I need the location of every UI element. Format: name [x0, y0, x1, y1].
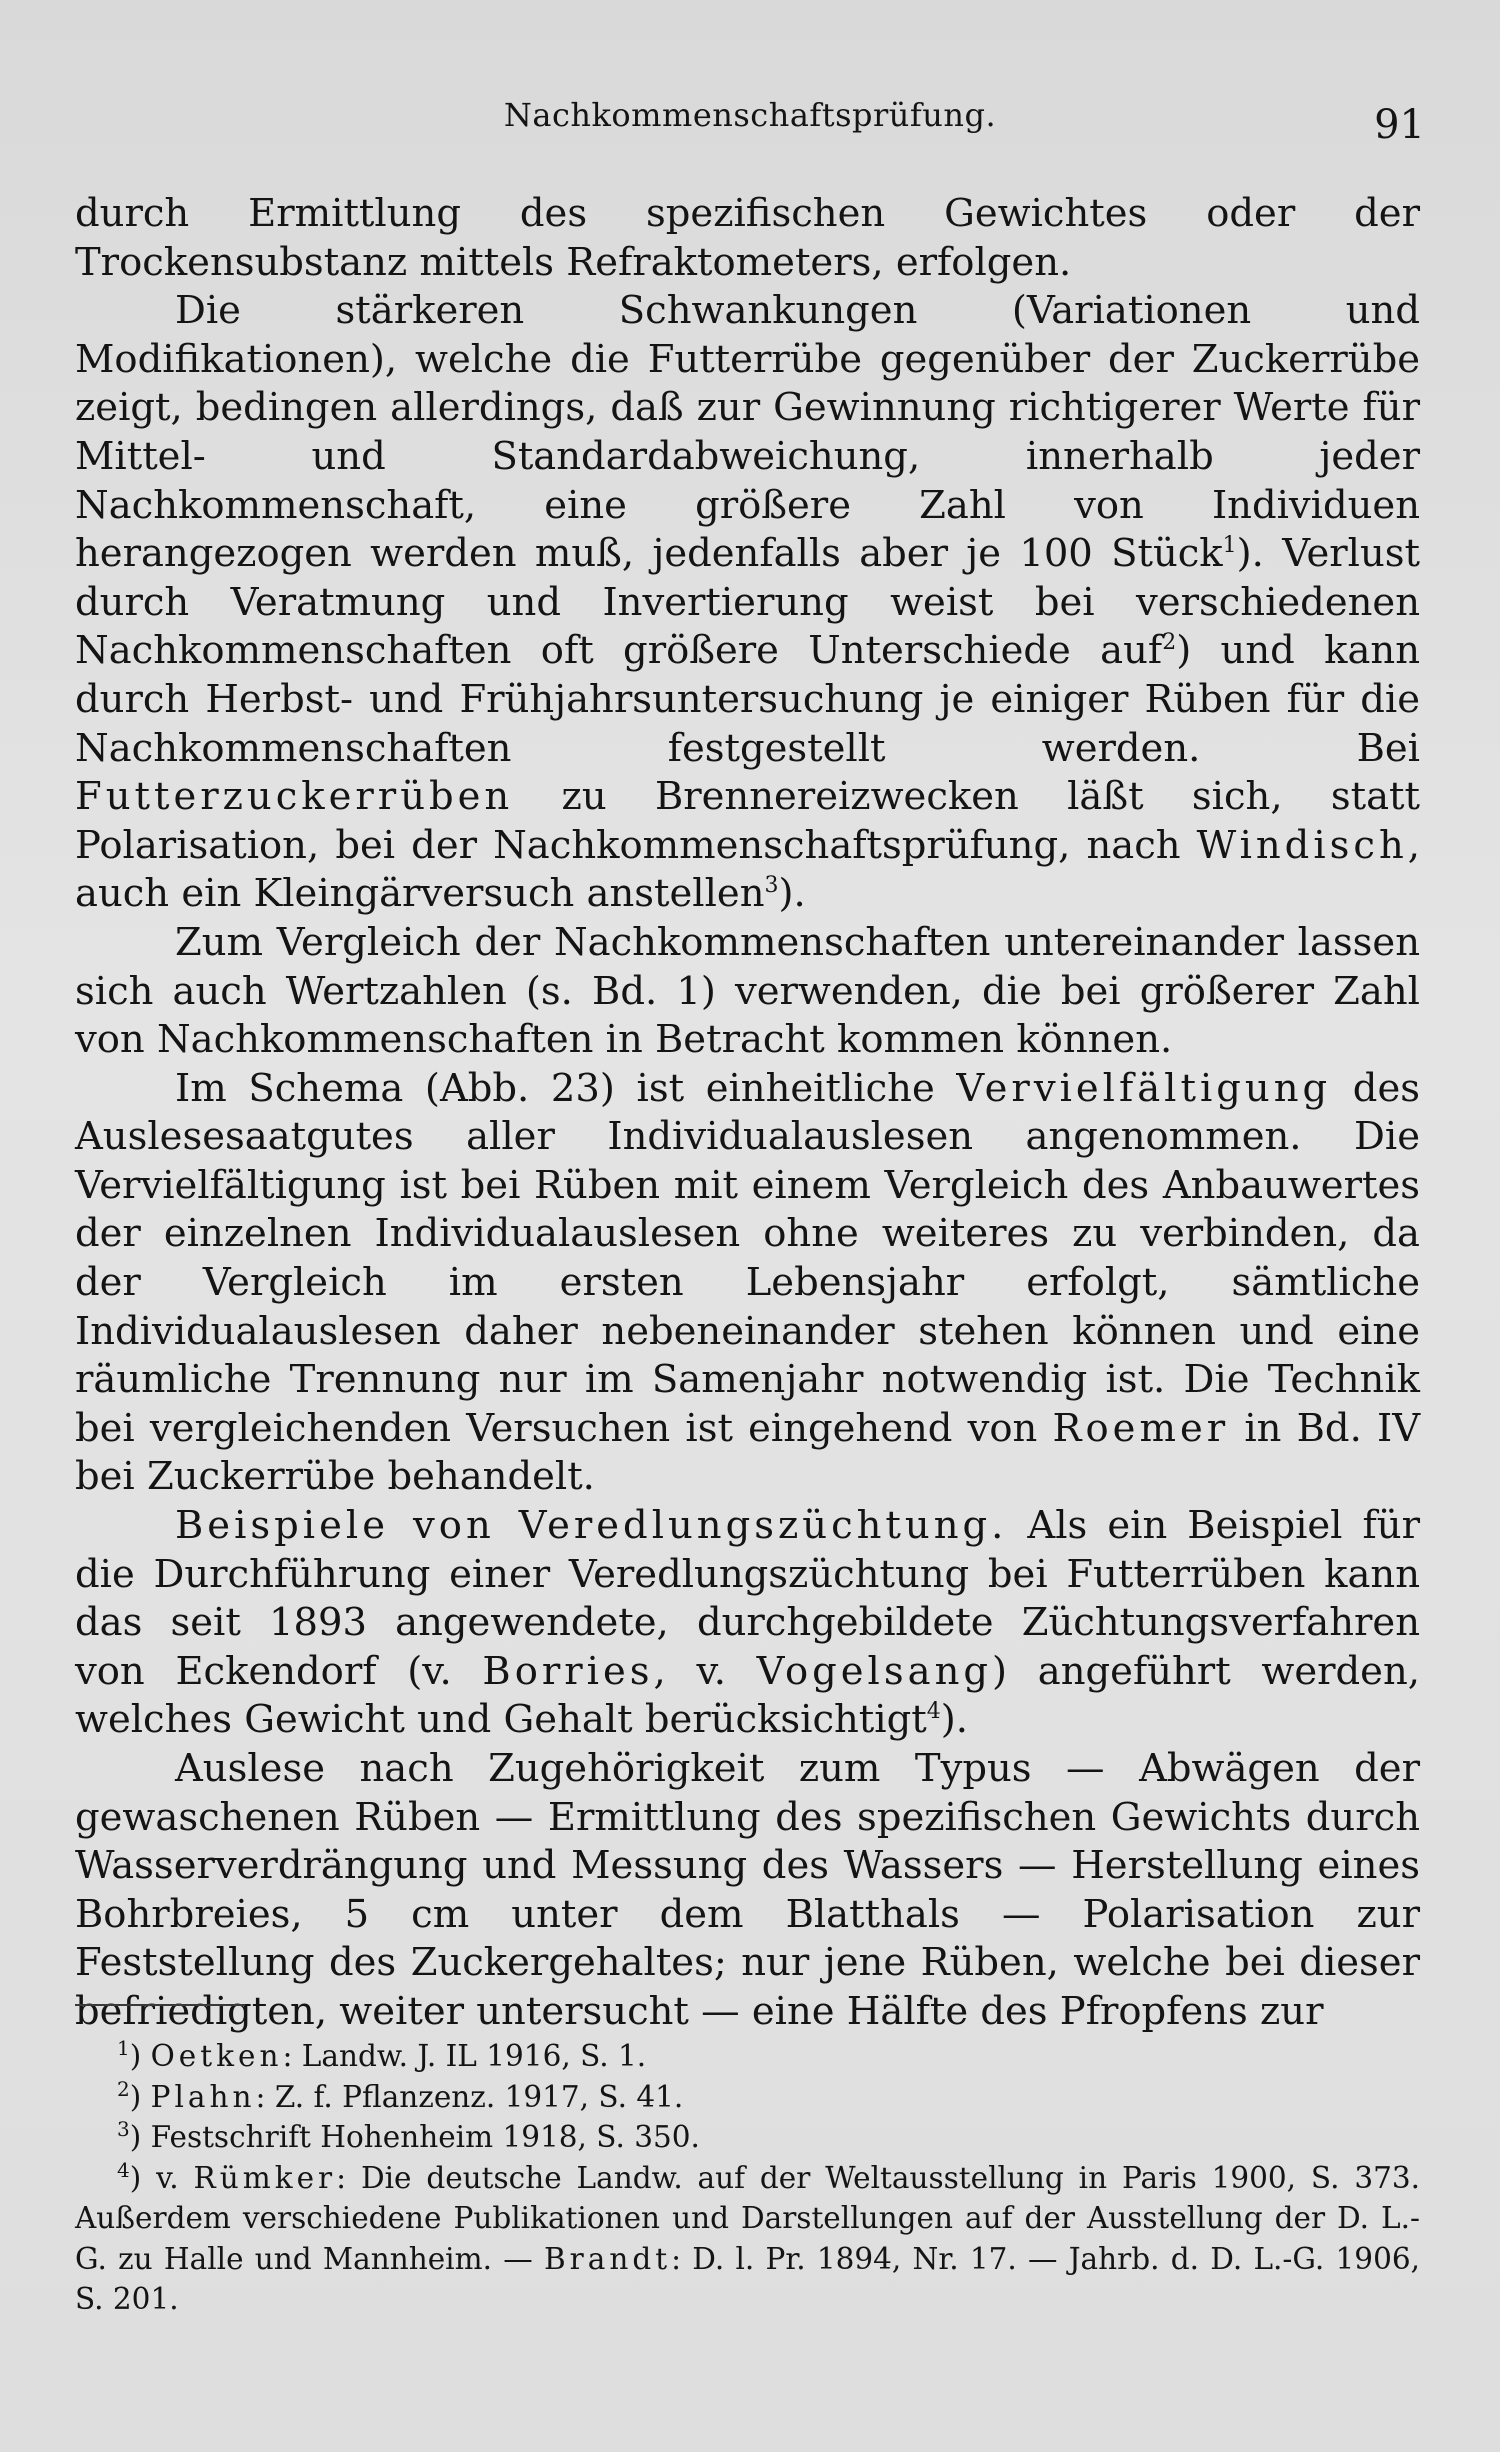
running-head: Nachkommenschaftsprüfung.	[503, 96, 997, 134]
section-heading-veredlungszuechtung: Beispiele von Veredlungszüchtung.	[175, 1503, 1008, 1549]
author-roemer: Roemer	[1052, 1405, 1230, 1451]
footnote-author-2: Brandt	[543, 2241, 672, 2276]
emphasis-vervielfaeltigung: Vervielfältigung	[956, 1065, 1332, 1111]
paragraph-5-text-d: ).	[940, 1697, 968, 1743]
paragraph-5	[75, 1502, 1420, 1745]
footnotes	[75, 2036, 1420, 2320]
paragraph-5-text-a: Als ein Beispiel für die Durchführung einer Veredlungszüchtung bei Futterrüben kann das seit 1893 angewendete, durchgebildete Züchtungsverfahren von Eckendorf (v.	[75, 1503, 1420, 1694]
footnote-3: $^3$) Festschrift Hohenheim 1918, S. 350.	[117, 2117, 700, 2154]
footnote-ref-3[interactable]: 3	[764, 873, 779, 899]
paragraph-4-text-c: in Bd. IV bei Zuckerrübe behandelt.	[75, 1405, 1420, 1500]
author-windisch: Windisch	[1196, 822, 1408, 868]
footnote-mark: 4	[117, 2157, 130, 2182]
emphasis-futterzuckerrueben: Futterzuckerrüben	[75, 774, 514, 820]
paragraph-4	[75, 1065, 1420, 1502]
author-vogelsang: Vogelsang	[756, 1648, 993, 1694]
footnote-1: $^1$) Oetken: Landw. J. IL 1916, S. 1.	[117, 2036, 647, 2073]
footnote-author: Plahn	[150, 2079, 256, 2114]
footnote-text: : Die deutsche Landw. auf der Weltausstellung in Paris 1900, S. 373. Außerdem verschiedene Publikationen und Darstellungen auf der Ausstellung der D. L.-G. zu Halle und Mannheim. —	[75, 2160, 1420, 2276]
footnote-prefix: v.	[156, 2160, 194, 2195]
paragraph-4-text-a: Im Schema (Abb. 23) ist einheitliche	[175, 1065, 957, 1111]
footnote-mark: 2	[117, 2076, 130, 2101]
paragraph-3-text: Zum Vergleich der Nachkommenschaften untereinander lassen sich auch Wertzahlen (s. Bd. 1) verwenden, die bei größerer Zahl von Nachkommenschaften in Betracht kommen können.	[75, 919, 1420, 1063]
page-header	[75, 92, 1425, 152]
page-number: 91	[1374, 102, 1425, 148]
footnote-4: $^4$) v. Rümker: Die deutsche Landw. auf der Weltausstellung in Paris 1900, S. 373. Außerdem verschiedene Publikationen und Darstellungen auf der Ausstellung der D. L.-G. zu Halle und Mannheim. — Brandt: D. l. Pr. 1894, Nr. 17. — Jahrb. d. D. L.-G. 1906, S. 201.	[75, 2157, 1420, 2316]
footnote-separator	[75, 2004, 245, 2006]
footnote-author: Rümker	[193, 2160, 337, 2195]
footnote-ref-4[interactable]: 4	[926, 1699, 941, 1725]
paragraph-4-text-b: des Auslesesaatgutes aller Individualauslesen angenommen. Die Vervielfältigung ist bei Rüben mit einem Vergleich des Anbauwertes der einzelnen Individualauslesen ohne weiteres zu verbinden, da der Vergleich im ersten Lebensjahr erfolgt, sämtliche Individualauslesen daher nebeneinander stehen können und eine räumliche Trennung nur im Samenjahr notwendig ist. Die Technik bei vergleichenden Versuchen ist eingehend von	[75, 1065, 1420, 1451]
footnote-mark: 3	[117, 2117, 130, 2141]
author-borries: Borries	[482, 1648, 654, 1694]
footnote-2: $^2$) Plahn: Z. f. Pflanzenz. 1917, S. 41.	[117, 2076, 684, 2114]
footnote-text-2: : D. l. Pr. 1894, Nr. 17. — Jahrb. d. D. L.-G. 1906, S. 201.	[75, 2241, 1420, 2316]
paragraph-5-text-c: ) angeführt werden, welches Gewicht und Gehalt berücksichtigt	[75, 1648, 1420, 1743]
paragraph-5-text-b: , v.	[653, 1648, 757, 1694]
paragraph-1	[75, 190, 1420, 287]
paragraph-2-text-b: ). Verlust durch Veratmung und Invertierung weist bei verschiedenen Nachkommenschaften oft größere Unterschiede auf	[75, 531, 1420, 674]
footnote-ref-2[interactable]: 2	[1162, 630, 1177, 656]
footnote-author: Oetken	[150, 2039, 283, 2073]
footnote-mark: 1	[117, 2036, 130, 2060]
paragraph-2-text-e: , auch ein Kleingärversuch anstellen	[75, 822, 1420, 917]
paragraph-6	[75, 1745, 1420, 2037]
footnote-ref-1[interactable]: 1	[1222, 533, 1237, 559]
paragraph-2-text-f: ).	[778, 871, 806, 917]
footnote-text: Festschrift Hohenheim 1918, S. 350.	[150, 2120, 700, 2154]
footnote-text: : Landw. J. IL 1916, S. 1.	[282, 2039, 647, 2073]
paragraph-3	[75, 919, 1420, 1065]
paragraph-6-text: Auslese nach Zugehörigkeit zum Typus — Abwägen der gewaschenen Rüben — Ermittlung des spezifischen Gewichts durch Wasserverdrängung und Messung des Wassers — Herstellung eines Bohrbreies, 5 cm unter dem Blatthals — Polarisation zur Feststellung des Zuckergehaltes; nur jene Rüben, welche bei dieser befriedigten, weiter untersucht — eine Hälfte des Pfropfens zur	[75, 1746, 1420, 2034]
paragraph-2-text-d: zu Brennereizwecken läßt sich, statt Polarisation, bei der Nachkommenschaftsprüfung, nach	[75, 774, 1420, 868]
footnote-text: : Z. f. Pflanzenz. 1917, S. 41.	[255, 2079, 684, 2114]
paragraph-2-text-c: ) und kann durch Herbst- und Frühjahrsuntersuchung je einiger Rüben für die Nachkommenschaften festgestellt werden. Bei	[75, 628, 1420, 771]
paragraph-1-text: durch Ermittlung des spezifischen Gewichtes oder der Trockensubstanz mittels Refraktometers, erfolgen.	[75, 191, 1420, 285]
paragraph-2	[75, 287, 1420, 919]
paragraph-2-text-a: Die stärkeren Schwankungen (Variationen und Modifikationen), welche die Futterrübe gegenüber der Zuckerrübe zeigt, bedingen allerdings, daß zur Gewinnung richtigerer Werte für Mittel- und Standardabweichung, innerhalb jeder Nachkommenschaft, eine größere Zahl von Individuen herangezogen werden muß, jedenfalls aber je 100 Stück	[75, 288, 1420, 577]
body-text	[75, 190, 1420, 2037]
